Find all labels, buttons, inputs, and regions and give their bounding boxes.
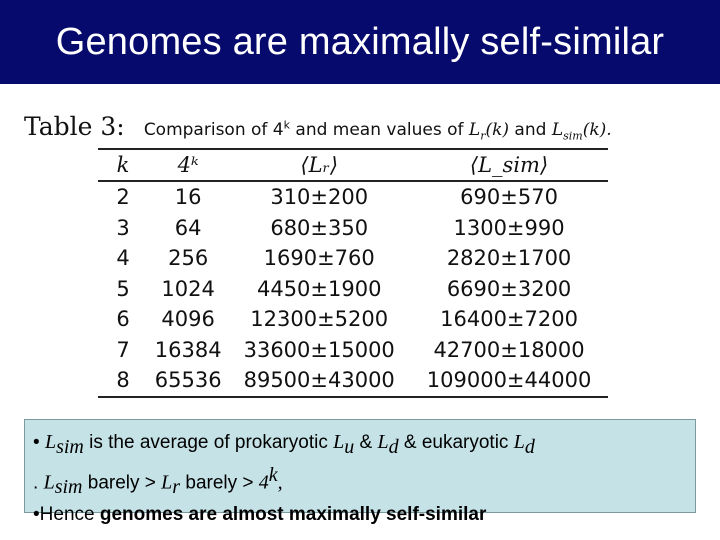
caption-part: sim <box>563 129 583 143</box>
cell-4k: 256 <box>168 246 209 271</box>
note-part: k <box>268 463 278 486</box>
cell-lr: 33600±15000 <box>243 337 395 362</box>
caption-part: L <box>468 120 481 140</box>
bullet-mark: • <box>33 503 40 525</box>
caption-part: (k). <box>582 120 612 140</box>
cell-k: 6 <box>116 307 130 332</box>
table-row <box>98 213 608 244</box>
cell-4k: 1024 <box>161 276 215 301</box>
slide-title: Genomes are maximally self-similar <box>55 20 665 63</box>
cell-lsim: 6690±3200 <box>446 276 572 301</box>
cell-4k: 65536 <box>148 365 228 397</box>
comparison-table <box>98 148 608 398</box>
title-bar <box>0 0 720 84</box>
caption-text <box>143 118 612 143</box>
note-part: L <box>377 431 389 453</box>
note-part: barely > <box>82 472 162 494</box>
cell-lsim: 16400±7200 <box>440 307 578 332</box>
note-part: L <box>43 471 55 494</box>
note-part: d <box>524 435 535 458</box>
bullet-mark: • <box>33 432 40 453</box>
conclusion-text: genomes are almost maximally self-similar <box>99 503 487 525</box>
cell-lsim: 690±570 <box>460 185 558 210</box>
note-part: u <box>344 435 355 458</box>
caption-part: and <box>509 120 552 140</box>
caption-part: Comparison of <box>143 120 273 140</box>
header-4k: 4ᵏ <box>148 149 228 181</box>
table-row <box>98 243 608 274</box>
cell-lr: 4450±1900 <box>256 276 382 301</box>
caption-part: k <box>283 118 290 132</box>
table-label: Table 3: <box>24 112 125 141</box>
cell-4k: 16 <box>174 185 202 210</box>
note-part: r <box>172 475 181 498</box>
header-lsim: ⟨L_sim⟩ <box>410 149 608 181</box>
note-part: , <box>277 471 283 494</box>
note-part: Hence <box>39 503 100 525</box>
caption-part: (k) <box>485 120 510 140</box>
cell-4k: 4096 <box>161 307 215 332</box>
cell-4k: 16384 <box>154 337 222 362</box>
note-part: L <box>333 431 345 453</box>
note-part: L <box>161 471 173 494</box>
cell-lr: 12300±5200 <box>250 307 389 332</box>
table-row <box>98 274 608 305</box>
note-part: barely > <box>180 472 259 494</box>
caption-part: r <box>480 129 486 143</box>
table-row <box>98 365 608 397</box>
cell-lr: 680±350 <box>270 215 369 240</box>
cell-k: 5 <box>116 276 130 301</box>
note-part: sim <box>54 475 83 498</box>
note-part: 4 <box>258 471 269 494</box>
notes-box <box>24 419 696 525</box>
bullet-3 <box>33 501 687 529</box>
bullet-1 <box>33 428 687 461</box>
cell-lsim: 109000±44000 <box>410 365 608 397</box>
note-part: L <box>44 431 57 453</box>
caption-part: L <box>551 120 564 140</box>
cell-lsim: 2820±1700 <box>446 246 572 271</box>
cell-lsim: 1300±990 <box>453 215 565 240</box>
cell-k: 3 <box>116 215 130 240</box>
note-part: & eukaryotic <box>398 432 514 453</box>
cell-k: 7 <box>116 337 130 362</box>
note-part: d <box>388 435 399 458</box>
note-part: & <box>354 432 378 453</box>
table-row <box>98 304 608 335</box>
cell-lr: 1690±760 <box>263 246 375 271</box>
header-k: k <box>98 149 148 181</box>
cell-4k: 64 <box>174 215 202 240</box>
note-part: L <box>513 431 525 453</box>
cell-lr: 310±200 <box>270 185 369 210</box>
header-lr: ⟨Lᵣ⟩ <box>228 149 410 181</box>
note-part: sim <box>56 435 84 458</box>
cell-lr: 89500±43000 <box>228 365 410 397</box>
cell-k: 4 <box>116 246 130 271</box>
bullet-mark: . <box>33 472 39 494</box>
note-part: is the average of prokaryotic <box>83 432 334 453</box>
table-row <box>98 181 608 213</box>
caption-part: 4 <box>272 120 284 140</box>
table-row <box>98 335 608 366</box>
table-header-row <box>98 149 608 181</box>
table-caption <box>24 112 704 142</box>
cell-lsim: 42700±18000 <box>433 337 585 362</box>
cell-k: 8 <box>98 365 148 397</box>
caption-part: and mean values of <box>290 120 469 140</box>
bullet-2 <box>33 461 687 501</box>
cell-k: 2 <box>116 185 130 210</box>
